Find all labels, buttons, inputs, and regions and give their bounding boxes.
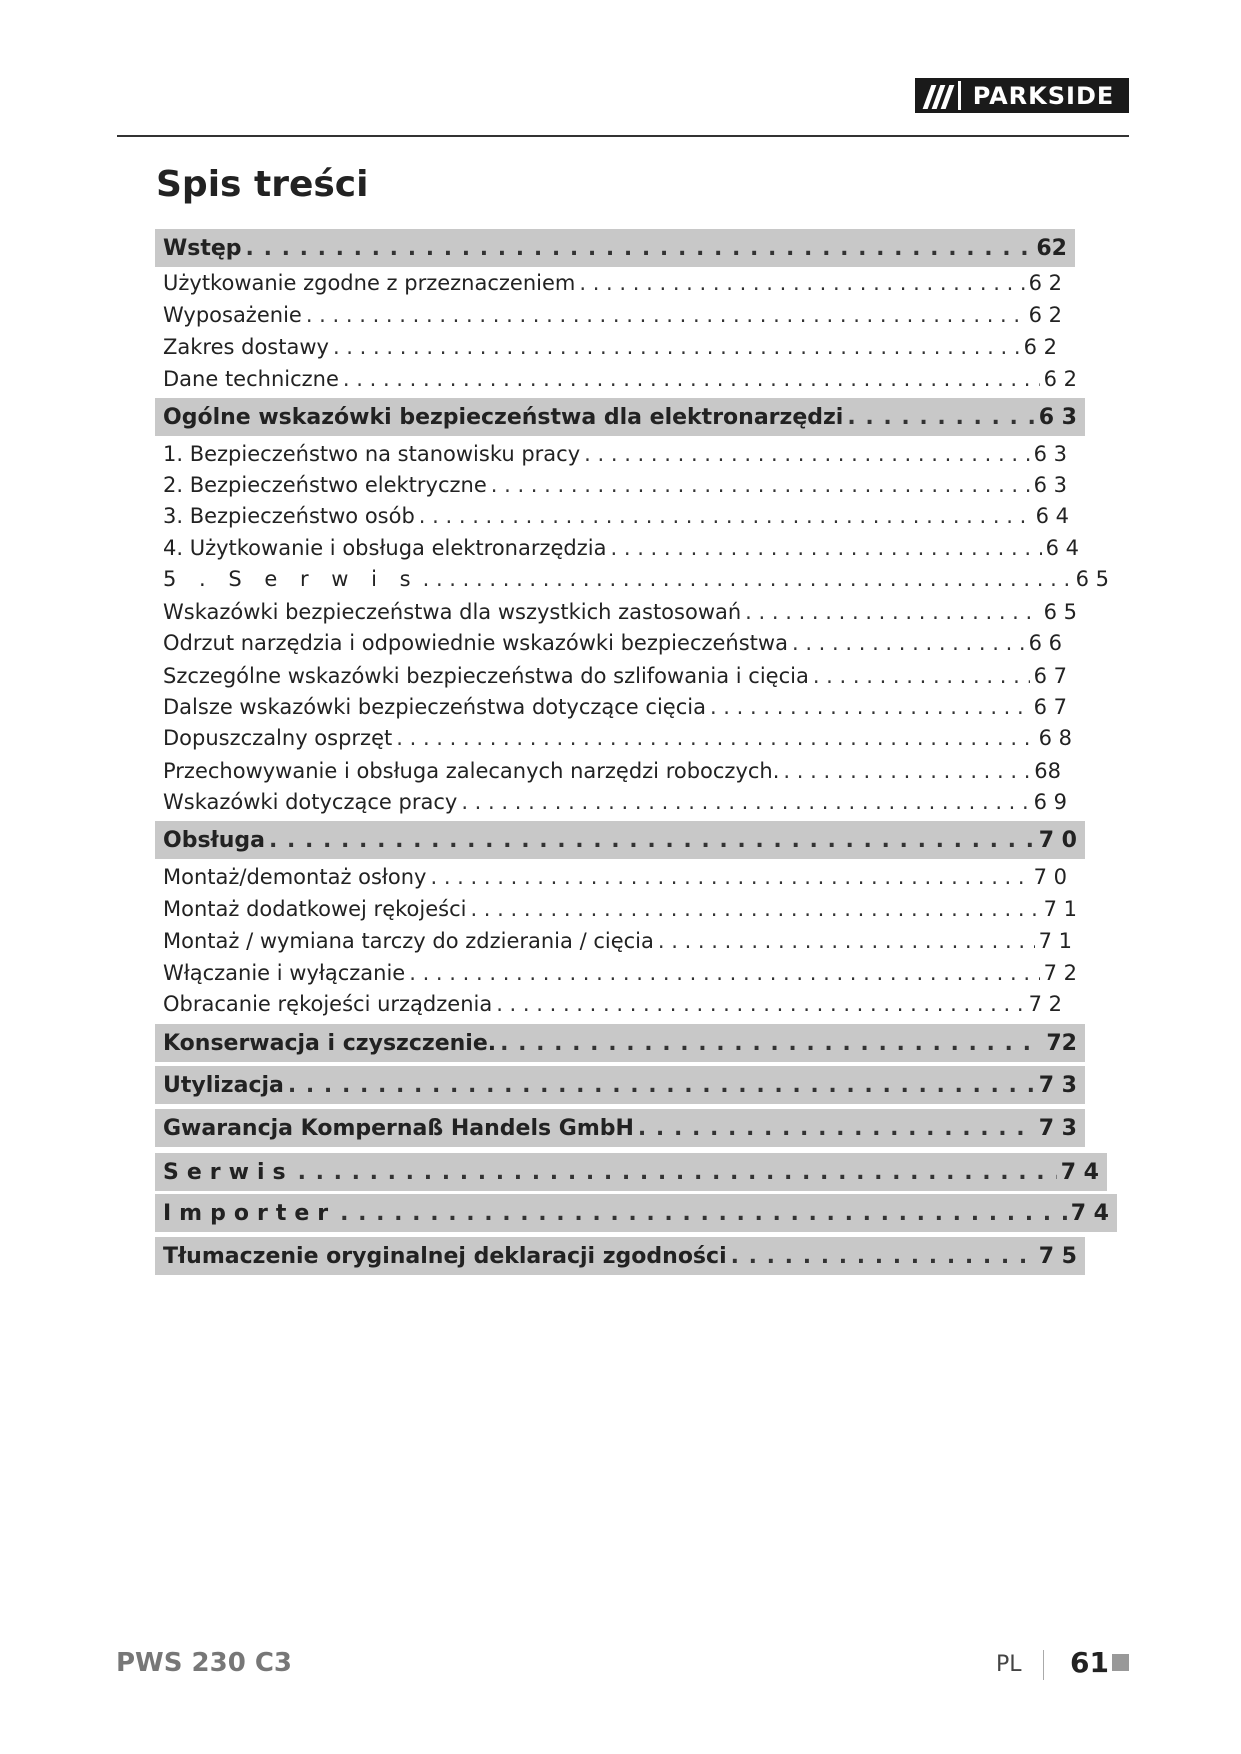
toc-entry[interactable]: 4. Użytkowanie i obsługa elektronarzędzia . . . 6 4 [155, 530, 1087, 566]
toc-entry[interactable]: 2. Bezpieczeństwo elektryczne . . . 6 3 [155, 467, 1075, 503]
logo-slashes-icon [918, 81, 958, 110]
toc-entry[interactable]: Wskazówki dotyczące pracy . . . 6 9 [155, 784, 1075, 820]
toc-entry[interactable]: Montaż / wymiana tarczy do zdzierania / cięcia . . . 7 1 [155, 923, 1080, 959]
header-divider [117, 135, 1129, 137]
toc-entry[interactable]: Szczególne wskazówki bezpieczeństwa do szlifowania i cięcia . . . 6 7 [155, 658, 1075, 694]
toc-section[interactable]: Utylizacja . . . 7 3 [155, 1066, 1085, 1104]
toc-entry[interactable]: 5 . S e r w i s . . . 6 5 [155, 561, 1117, 597]
toc-section[interactable]: Gwarancja Kompernaß Handels GmbH . . . 7 3 [155, 1109, 1085, 1147]
toc-section[interactable]: Wstęp . . . 62 [155, 229, 1075, 267]
toc-entry[interactable]: Zakres dostawy . . . 6 2 [155, 329, 1065, 365]
toc-entry[interactable]: Wyposażenie . . . 6 2 [155, 297, 1070, 333]
toc-entry[interactable]: Dane techniczne . . . 6 2 [155, 361, 1085, 397]
toc-section[interactable]: Obsługa . . . 7 0 [155, 821, 1085, 859]
toc-entry[interactable]: Dalsze wskazówki bezpieczeństwa dotyczące cięcia . . . 6 7 [155, 689, 1075, 725]
language-code: PL [996, 1652, 1022, 1677]
toc-entry[interactable]: 3. Bezpieczeństwo osób . . . 6 4 [155, 498, 1077, 534]
toc-section[interactable]: Serwis . . . 7 4 [155, 1153, 1107, 1191]
toc-entry[interactable]: Dopuszczalny osprzęt . . . 6 8 [155, 720, 1080, 756]
page-number: 61 [1070, 1646, 1109, 1679]
toc-section[interactable]: Konserwacja i czyszczenie. . . . 72 [155, 1024, 1085, 1062]
toc-entry[interactable]: Odrzut narzędzia i odpowiednie wskazówki bezpieczeństwa . . . 6 6 [155, 625, 1070, 661]
toc-entry[interactable]: Przechowywanie i obsługa zalecanych narzędzi roboczych. . . . 68 [155, 753, 1069, 789]
toc-section[interactable]: Importer . . . 7 4 [155, 1194, 1117, 1232]
toc-entry[interactable]: 1. Bezpieczeństwo na stanowisku pracy . . . 6 3 [155, 436, 1075, 472]
square-marker-icon [1112, 1654, 1129, 1671]
toc-section[interactable]: Tłumaczenie oryginalnej deklaracji zgodności . . . 7 5 [155, 1237, 1085, 1275]
toc-entry[interactable]: Montaż/demontaż osłony . . . 7 0 [155, 859, 1075, 895]
toc-section[interactable]: Ogólne wskazówki bezpieczeństwa dla elektronarzędzi . . . 6 3 [155, 398, 1085, 436]
parkside-logo [915, 78, 1129, 113]
logo-wordmark: PARKSIDE [958, 81, 1126, 110]
toc-entry[interactable]: Wskazówki bezpieczeństwa dla wszystkich zastosowań . . . 6 5 [155, 594, 1085, 630]
toc-entry[interactable]: Użytkowanie zgodne z przeznaczeniem . . . 6 2 [155, 265, 1070, 301]
toc-entry[interactable]: Montaż dodatkowej rękojeści . . . 7 1 [155, 891, 1085, 927]
page-title: Spis treści [156, 164, 369, 205]
toc-entry[interactable]: Włączanie i wyłączanie . . . 7 2 [155, 955, 1085, 991]
footer-divider [1043, 1650, 1044, 1680]
toc-entry[interactable]: Obracanie rękojeści urządzenia . . . 7 2 [155, 986, 1070, 1022]
model-number: PWS 230 C3 [116, 1648, 293, 1678]
